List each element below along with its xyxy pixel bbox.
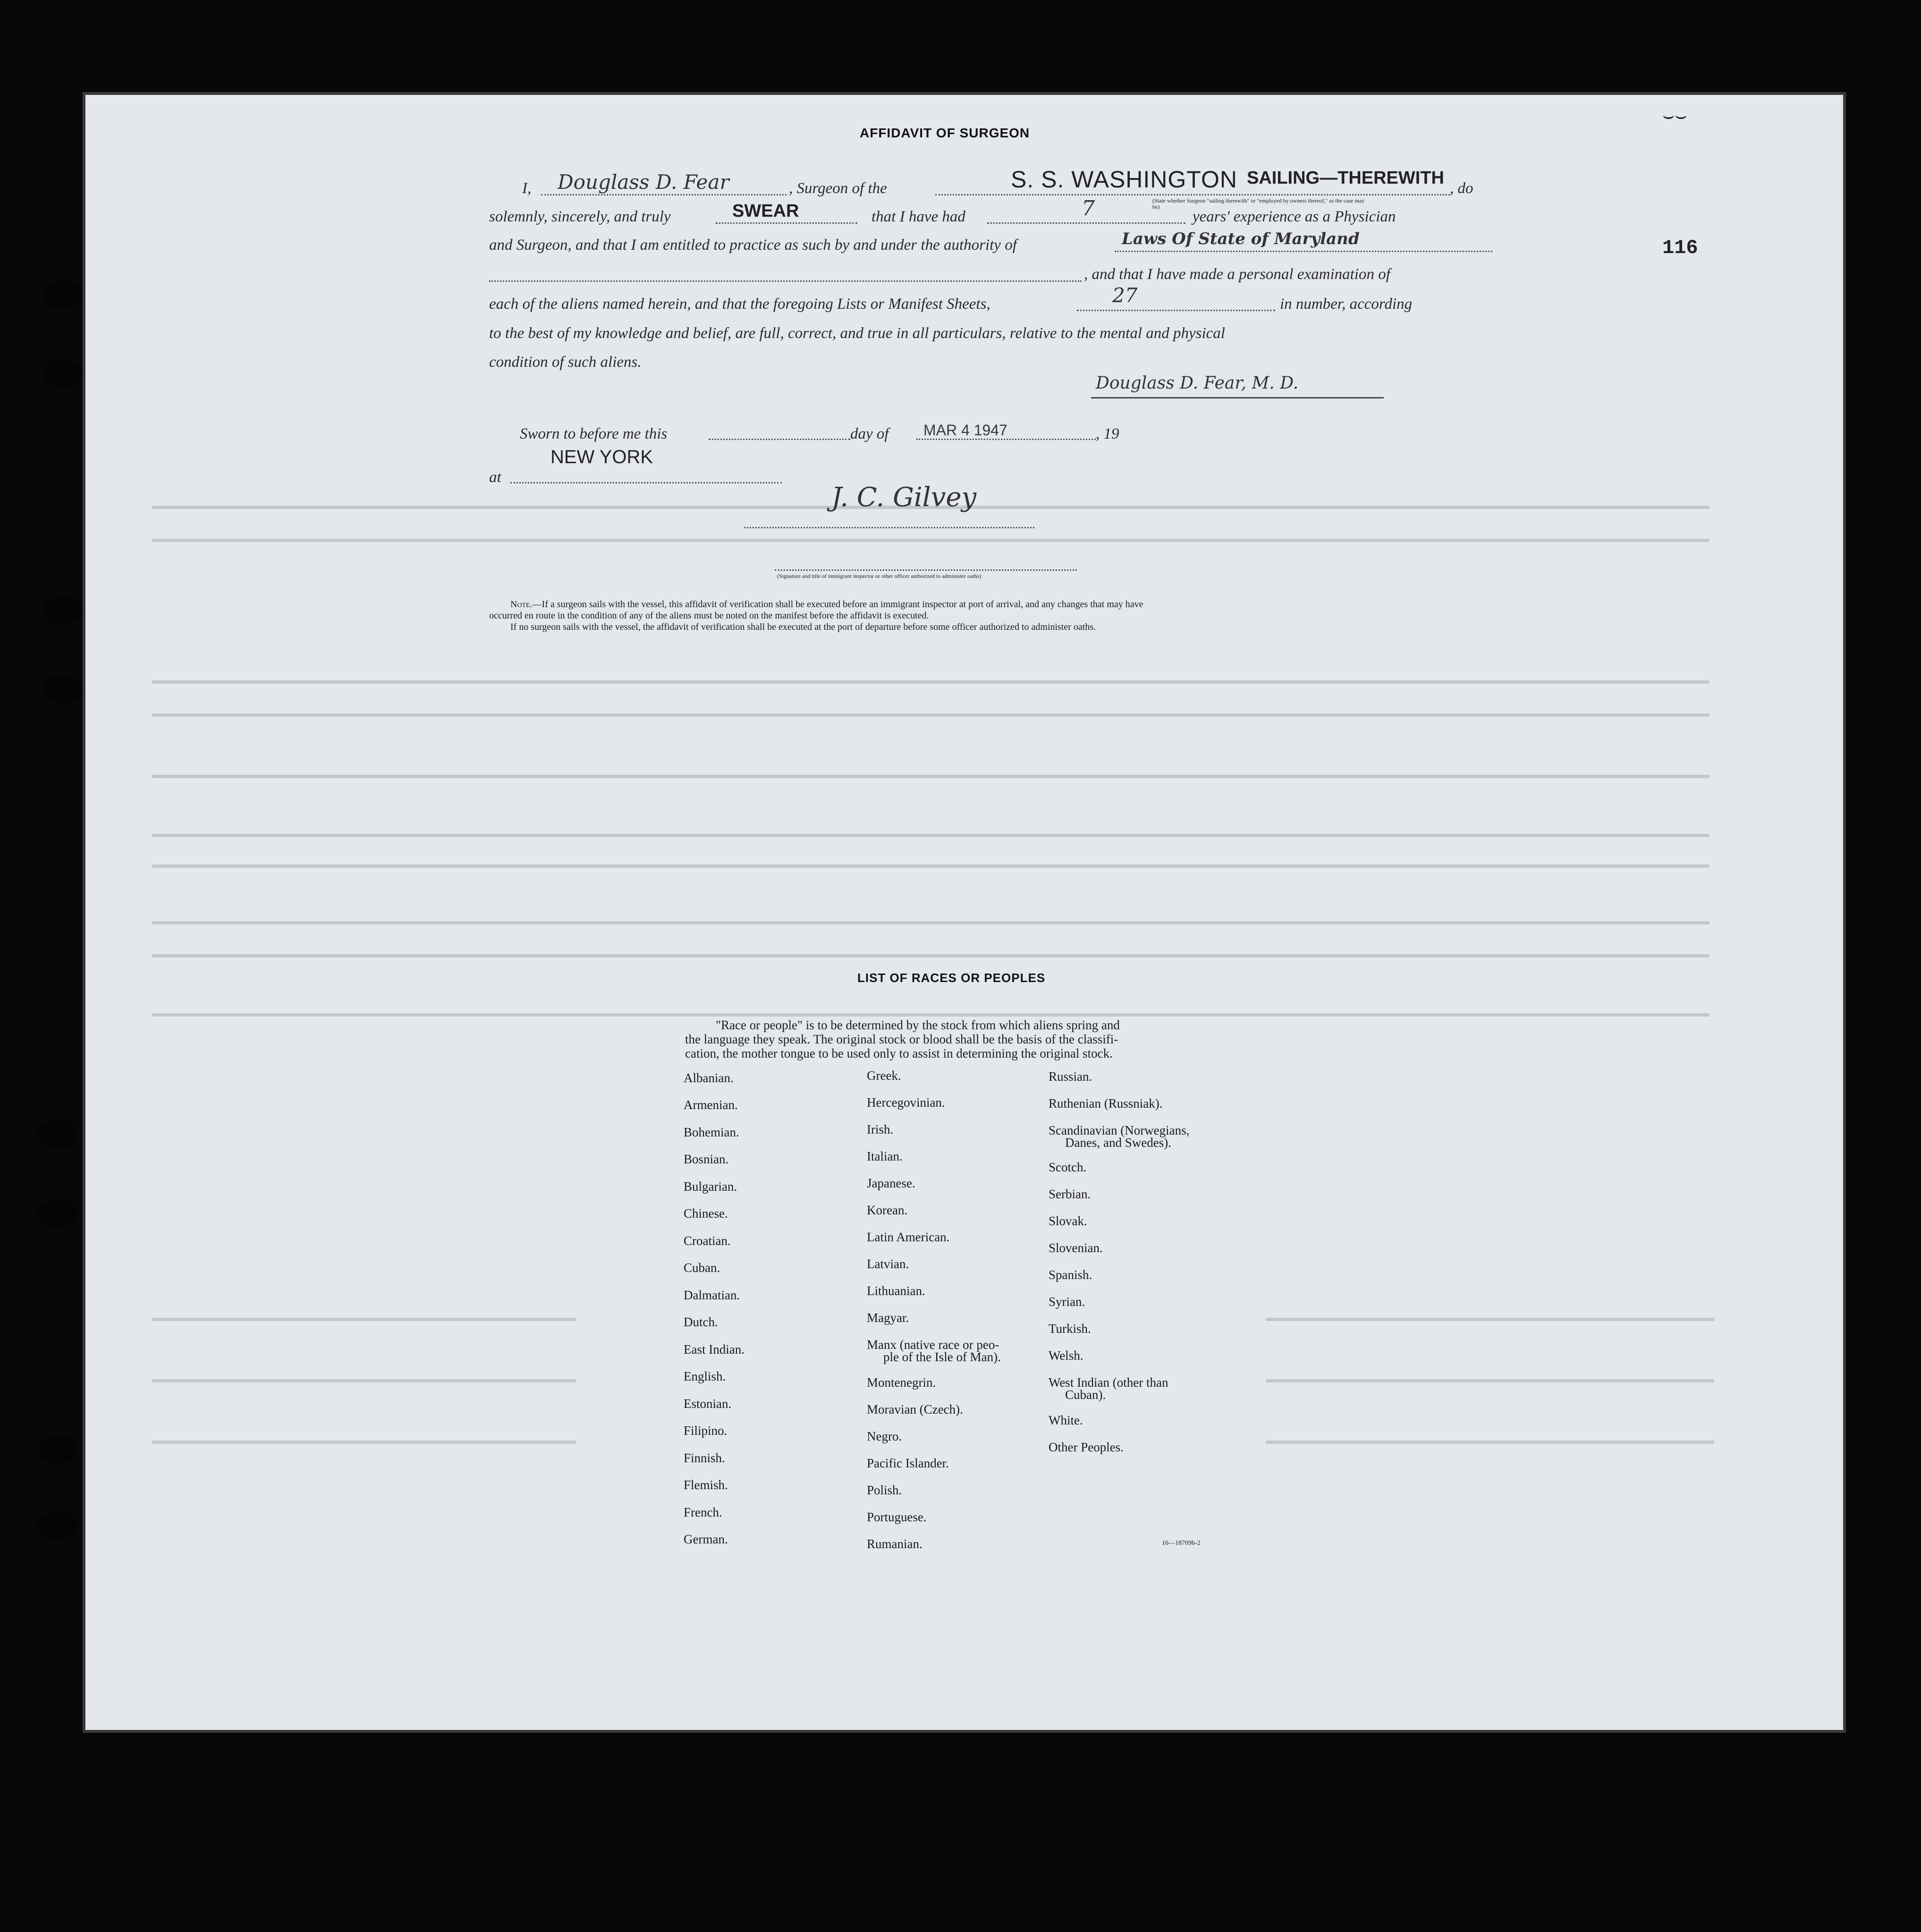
date-stamp: MAR 4 1947 xyxy=(923,422,1007,439)
race-item: ple of the Isle of Man). xyxy=(883,1350,1001,1364)
race-item: English. xyxy=(684,1369,726,1383)
authority-value: Laws Of State of Maryland xyxy=(1122,229,1360,248)
bleed-through-row xyxy=(1266,1441,1714,1444)
bleed-through-row xyxy=(152,864,1709,868)
race-item: Cuban. xyxy=(684,1261,720,1275)
bleed-through-row xyxy=(152,1441,576,1444)
punch-hole xyxy=(38,1511,78,1539)
race-item: Flemish. xyxy=(684,1478,728,1492)
note-line-3: If no surgeon sails with the vessel, the affidavit of verification shall be executed at the port of departure before some officer authorized to administer oaths. xyxy=(510,622,1096,632)
punch-hole xyxy=(42,359,83,387)
race-item: Bosnian. xyxy=(684,1152,729,1166)
race-item: Magyar. xyxy=(867,1311,909,1325)
race-item: Filipino. xyxy=(684,1424,728,1438)
text-personal-exam: , and that I have made a personal examination of xyxy=(1084,266,1390,283)
text-have-had: that I have had xyxy=(872,208,965,225)
bleed-through-row xyxy=(152,1318,576,1321)
race-item: White. xyxy=(1049,1413,1083,1427)
sheets-value: 27 xyxy=(1112,284,1138,307)
years-value: 7 xyxy=(1082,196,1095,220)
race-item: Moravian (Czech). xyxy=(867,1402,963,1416)
place-value: NEW YORK xyxy=(550,447,653,467)
race-item: Croatian. xyxy=(684,1234,731,1248)
race-item: French. xyxy=(684,1505,722,1519)
race-item: Ruthenian (Russniak). xyxy=(1049,1096,1163,1110)
punch-hole xyxy=(42,596,83,624)
race-item: Chinese. xyxy=(684,1206,728,1220)
text-sworn: Sworn to before me this xyxy=(520,425,668,442)
race-item: Dutch. xyxy=(684,1315,718,1329)
race-item: Manx (native race or peo- xyxy=(867,1338,999,1352)
race-item: Other Peoples. xyxy=(1049,1440,1124,1454)
bleed-through-row xyxy=(1266,1318,1714,1321)
affidavit-title: AFFIDAVIT OF SURGEON xyxy=(860,126,1030,140)
text-solemnly: solemnly, sincerely, and truly xyxy=(489,208,671,225)
sworn-day-line xyxy=(709,439,850,440)
races-intro-3: cation, the mother tongue to be used only to assist in determining the original stock. xyxy=(685,1046,1113,1060)
note-label: Note. xyxy=(510,599,533,610)
surgeon-capacity: SAILING—THEREWITH xyxy=(1247,168,1444,188)
text-best-knowledge: to the best of my knowledge and belief, are full, correct, and true in all particulars, relative to the mental and physical xyxy=(489,325,1225,342)
text-in-number: in number, according xyxy=(1280,296,1413,313)
races-title: LIST OF RACES OR PEOPLES xyxy=(857,971,1046,985)
race-item: Dalmatian. xyxy=(684,1288,740,1302)
bleed-through-row xyxy=(152,680,1709,684)
text-at: at xyxy=(489,469,501,486)
race-item: Lithuanian. xyxy=(867,1284,925,1298)
vessel-line xyxy=(935,194,1450,195)
race-item: Portuguese. xyxy=(867,1510,927,1524)
bleed-through-row xyxy=(152,921,1709,924)
punch-hole xyxy=(42,675,83,703)
authority-line xyxy=(1115,251,1492,252)
race-item: Polish. xyxy=(867,1483,902,1497)
race-item: Pacific Islander. xyxy=(867,1456,949,1470)
race-item: East Indian. xyxy=(684,1342,745,1356)
bleed-through-row xyxy=(1266,1379,1714,1382)
affidavit-page xyxy=(83,92,1846,1733)
sheet-number: 116 xyxy=(1662,237,1698,259)
race-item: Albanian. xyxy=(684,1071,734,1085)
authority-line-continued xyxy=(489,280,1082,282)
inspector-title-line xyxy=(775,569,1077,571)
note-line-1 xyxy=(510,599,1478,610)
punch-hole xyxy=(38,1199,78,1228)
race-item: Greek. xyxy=(867,1068,901,1083)
race-item: Bohemian. xyxy=(684,1125,739,1139)
races-intro-1: "Race or people" is to be determined by the stock from which aliens spring and xyxy=(716,1018,1120,1032)
race-item: Syrian. xyxy=(1049,1295,1085,1309)
race-item: Hercegovinian. xyxy=(867,1095,945,1110)
note-text-1: —If a surgeon sails with the vessel, this affidavit of verification shall be executed before an immigrant inspector at port of arrival, and any changes that may have xyxy=(532,599,1143,610)
text-surgeon-of: , Surgeon of the xyxy=(789,180,887,197)
text-do: , do xyxy=(1450,180,1473,197)
race-item: Bulgarian. xyxy=(684,1179,737,1194)
race-item: Serbian. xyxy=(1049,1187,1091,1201)
bleed-through-row xyxy=(152,713,1709,717)
race-item: Latin American. xyxy=(867,1230,950,1244)
surgeon-signature: Douglass D. Fear, M. D. xyxy=(1096,373,1299,393)
text-i: I, xyxy=(522,180,532,197)
text-day-of: day of xyxy=(850,425,889,442)
bleed-through-row xyxy=(152,1013,1709,1017)
sheets-line xyxy=(1077,310,1275,311)
inspector-signature-line xyxy=(744,527,1034,528)
race-item: Scotch. xyxy=(1049,1160,1087,1174)
race-item: German. xyxy=(684,1532,728,1546)
races-intro-2: the language they speak. The original stock or blood shall be the basis of the classifi- xyxy=(685,1032,1118,1046)
bleed-through-row xyxy=(152,775,1709,778)
race-item: Korean. xyxy=(867,1203,908,1217)
form-code: 16—18709b-2 xyxy=(1162,1540,1201,1547)
inspector-signature: J. C. Gilvey xyxy=(831,482,977,513)
oath-line xyxy=(716,222,857,224)
text-condition: condition of such aliens. xyxy=(489,354,642,371)
race-item: Slovak. xyxy=(1049,1214,1087,1228)
text-nineteen: , 19 xyxy=(1096,425,1119,442)
punch-hole xyxy=(38,1435,78,1464)
oath-word: SWEAR xyxy=(732,201,799,221)
race-item: Slovenian. xyxy=(1049,1241,1103,1255)
surgeon-name: Douglass D. Fear xyxy=(558,170,729,194)
surgeon-name-line xyxy=(541,194,787,195)
race-item: Danes, and Swedes). xyxy=(1065,1135,1171,1150)
punch-hole xyxy=(42,281,83,309)
capacity-note: (State whether Surgeon "sailing therewith" or "employed by owners thereof," as the case may be) xyxy=(1152,197,1365,210)
race-item: Cuban). xyxy=(1065,1388,1106,1402)
race-item: Irish. xyxy=(867,1122,894,1136)
punch-hole xyxy=(38,1120,78,1148)
race-item: Scandinavian (Norwegians, xyxy=(1049,1123,1190,1137)
text-each-alien: each of the aliens named herein, and that the foregoing Lists or Manifest Sheets, xyxy=(489,296,990,313)
bleed-through-row xyxy=(152,954,1709,958)
race-item: Turkish. xyxy=(1049,1322,1091,1336)
note-line-2: occurred en route in the condition of any of the aliens must be noted on the manifest before the affidavit is executed. xyxy=(489,610,929,621)
text-years-exp: years' experience as a Physician xyxy=(1193,208,1396,225)
bleed-through-row xyxy=(152,1379,576,1382)
race-item: Spanish. xyxy=(1049,1268,1092,1282)
signature-caption: (Signature and title of immigrant inspector or other officer authorized to administer oaths) xyxy=(777,573,982,579)
surgeon-signature-line xyxy=(1091,397,1384,398)
place-line xyxy=(510,482,782,483)
vessel-name: S. S. WASHINGTON xyxy=(1011,166,1237,193)
race-item: West Indian (other than xyxy=(1049,1375,1168,1390)
race-item: Rumanian. xyxy=(867,1537,922,1551)
race-item: Italian. xyxy=(867,1149,903,1163)
years-line xyxy=(987,222,1185,224)
race-item: Negro. xyxy=(867,1429,902,1443)
race-item: Japanese. xyxy=(867,1176,915,1190)
corner-mark: ⌣⌣ xyxy=(1662,105,1687,126)
bleed-through-row xyxy=(152,539,1709,542)
bleed-through-row xyxy=(152,834,1709,837)
race-item: Montenegrin. xyxy=(867,1375,936,1390)
race-item: Estonian. xyxy=(684,1397,732,1411)
race-item: Welsh. xyxy=(1049,1348,1083,1363)
text-and-surgeon: and Surgeon, and that I am entitled to practice as such by and under the authority of xyxy=(489,237,1017,254)
race-item: Russian. xyxy=(1049,1069,1092,1084)
race-item: Finnish. xyxy=(684,1451,725,1465)
race-item: Armenian. xyxy=(684,1098,738,1112)
race-item: Latvian. xyxy=(867,1257,909,1271)
